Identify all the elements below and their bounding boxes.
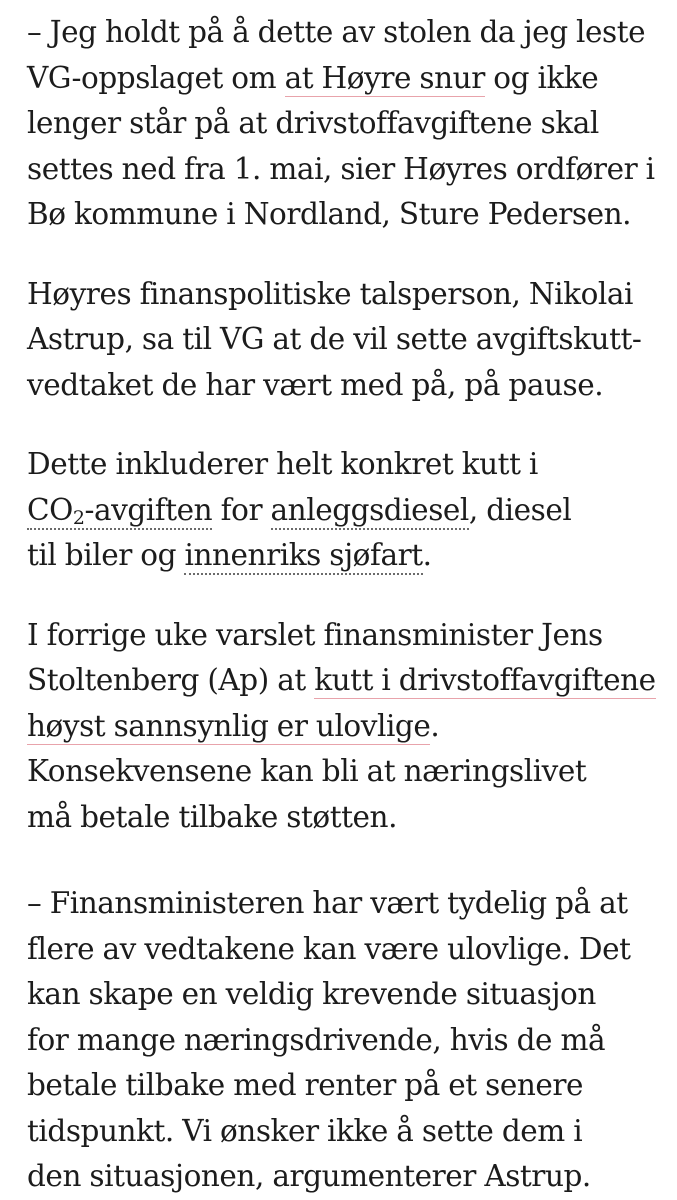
text-line: I forrige uke varslet finansminister Jens bbox=[27, 617, 603, 652]
paragraph-spacer bbox=[27, 840, 667, 881]
text-line: tidspunkt. Vi ønsker ikke å sette dem i bbox=[27, 1113, 583, 1148]
text-span: VG-oppslaget om bbox=[27, 60, 285, 95]
text-line: betale tilbake med renter på et senere bbox=[27, 1068, 584, 1102]
text-span: for bbox=[212, 492, 271, 527]
link-innenriks-sjofart[interactable]: innenriks sjøfart bbox=[184, 538, 422, 575]
text-span: . bbox=[422, 538, 432, 572]
link-hoyre-snur[interactable]: at Høyre snur bbox=[284, 60, 485, 95]
text-line: Høyres finanspolitiske talsperson, Nikolai bbox=[27, 276, 634, 311]
co2-rest: -avgiften bbox=[84, 492, 213, 527]
text-line bbox=[27, 56, 667, 102]
text-span: . bbox=[430, 708, 440, 743]
paragraph-spacer bbox=[27, 408, 667, 442]
text-line: Bø kommune i Nordland, Sture Pedersen. bbox=[27, 197, 632, 231]
text-line: Konsekvensene kan bli at næringslivet bbox=[27, 754, 587, 788]
text-line: må betale tilbake støtten. bbox=[27, 799, 397, 834]
paragraph-quote-pedersen bbox=[27, 10, 667, 238]
paragraph-quote-astrup bbox=[27, 881, 667, 1200]
text-line bbox=[27, 658, 667, 704]
text-span: til biler og bbox=[27, 538, 185, 572]
link-anleggsdiesel[interactable]: anleggsdiesel bbox=[271, 493, 469, 530]
text-line: vedtaket de har vært med på, på pause. bbox=[27, 367, 604, 402]
text-line: settes ned fra 1. mai, sier Høyres ordfører i bbox=[27, 151, 655, 186]
text-line: kan skape en veldig krevende situasjon bbox=[27, 977, 596, 1011]
text-line: Astrup, sa til VG at de vil sette avgiftskutt- bbox=[27, 322, 642, 356]
text-line: lenger står på at drivstoffavgiftene skal bbox=[27, 106, 599, 140]
co2-subscript: 2 bbox=[72, 506, 85, 529]
link-hoyst-sannsynlig-ulovlige[interactable]: høyst sannsynlig er ulovlige bbox=[27, 708, 431, 743]
paragraph-spacer bbox=[27, 579, 667, 613]
paragraph-stoltenberg bbox=[27, 613, 667, 841]
text-line: for mange næringsdrivende, hvis de må bbox=[27, 1022, 606, 1057]
text-line: Dette inkluderer helt konkret kutt i bbox=[27, 447, 538, 481]
text-line bbox=[27, 488, 667, 534]
text-line bbox=[27, 533, 667, 579]
paragraph-spacer bbox=[27, 238, 667, 272]
text-line: den situasjonen, argumenterer Astrup. bbox=[27, 1159, 591, 1193]
co2-text: CO bbox=[27, 492, 73, 527]
text-line: – Finansministeren har vært tydelig på at bbox=[27, 886, 628, 920]
text-span: Stoltenberg (Ap) at bbox=[27, 663, 315, 697]
paragraph-astrup-statement bbox=[27, 272, 667, 409]
link-co2-avgiften[interactable] bbox=[27, 493, 212, 530]
text-span: , diesel bbox=[468, 492, 572, 527]
text-line: flere av vedtakene kan være ulovlige. Det bbox=[27, 931, 631, 966]
paragraph-cuts-detail bbox=[27, 442, 667, 579]
text-line: – Jeg holdt på å dette av stolen da jeg leste bbox=[27, 15, 646, 49]
link-kutt-drivstoffavgiftene[interactable]: kutt i drivstoffavgiftene bbox=[314, 663, 656, 697]
text-line bbox=[27, 704, 667, 750]
article-body bbox=[27, 10, 667, 1200]
text-span: og ikke bbox=[484, 60, 599, 95]
